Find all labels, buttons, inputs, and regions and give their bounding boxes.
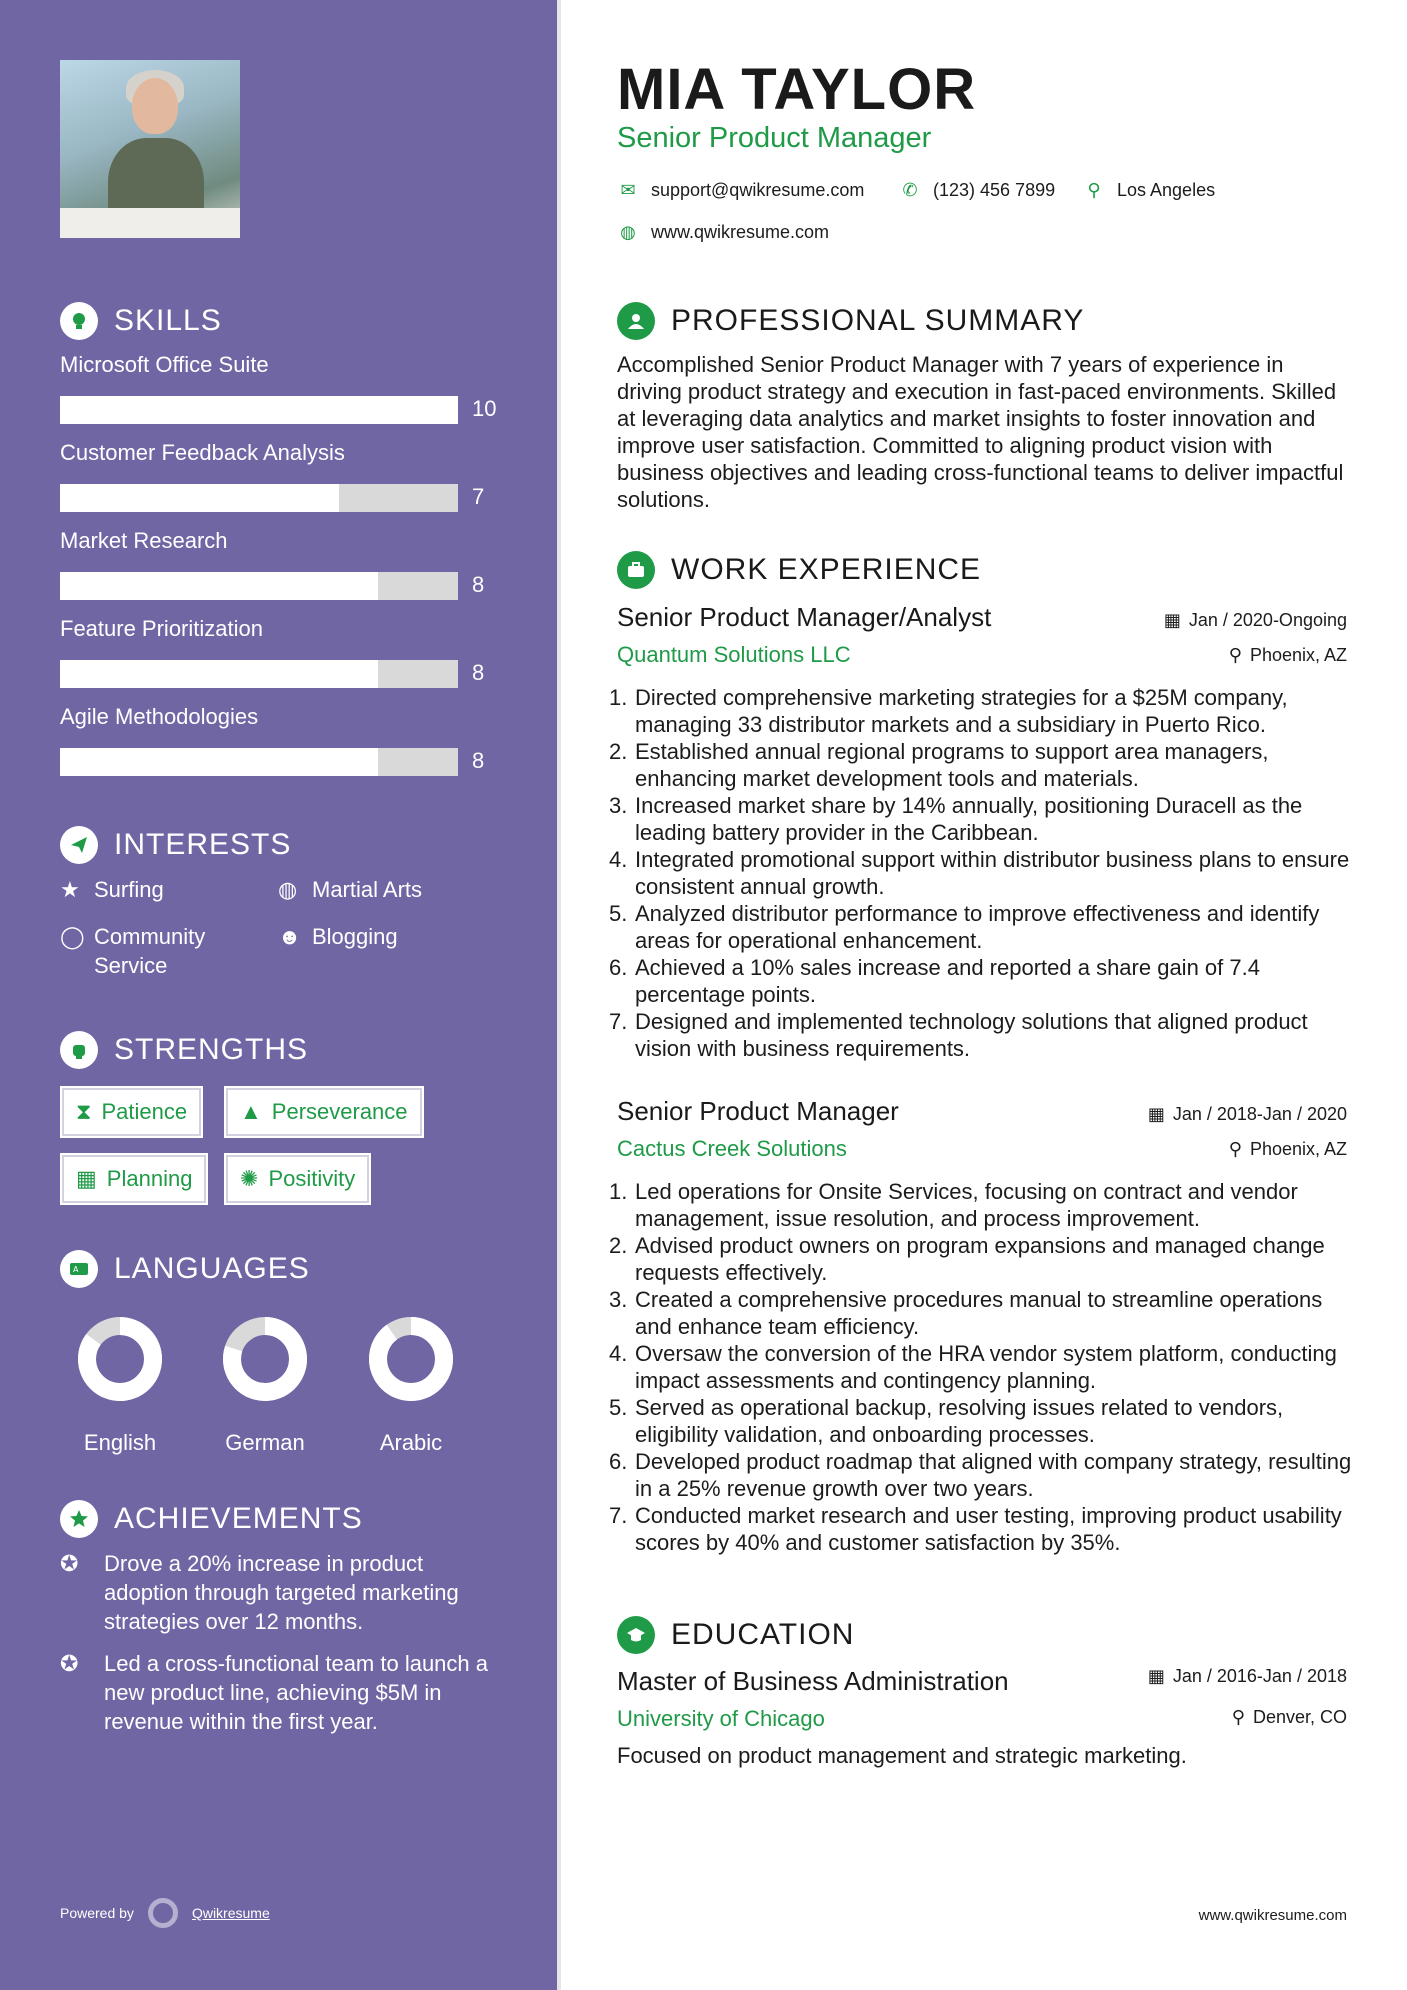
interests-heading: INTERESTS <box>60 826 291 864</box>
contact-phone[interactable]: ✆ (123) 456 7899 <box>899 180 1055 201</box>
skill-bar <box>60 748 458 776</box>
skill-level: 8 <box>472 748 485 773</box>
summary-heading: PROFESSIONAL SUMMARY <box>617 302 1084 340</box>
users-icon: ☻ <box>278 924 302 949</box>
trophy-icon: ✪ <box>60 1651 79 1676</box>
job-date: ▦ Jan / 2020-Ongoing <box>1163 610 1347 630</box>
skill-item <box>60 352 500 424</box>
sun-icon: ✺ <box>240 1166 259 1191</box>
svg-text:A: A <box>73 1265 80 1274</box>
strength-chip: ▲ Perseverance <box>224 1086 424 1138</box>
calendar-icon: ▦ <box>1163 610 1181 630</box>
road-icon: ▲ <box>240 1099 262 1124</box>
list-item: 6. Achieved a 10% sales increase and reported a share gain of 7.4 percentage points. <box>609 955 1260 1007</box>
envelope-icon: ✉ <box>620 180 636 200</box>
profile-photo <box>60 60 240 238</box>
strengths-heading: STRENGTHS <box>60 1031 308 1069</box>
list-item: 4. Integrated promotional support within distributor business plans to ensure consistent annual growth. <box>609 847 1350 899</box>
star-icon: ★ <box>60 877 80 902</box>
contact-location: ⚲ Los Angeles <box>1083 180 1215 201</box>
education-location: ⚲ Denver, CO <box>1231 1707 1347 1727</box>
skill-bar <box>60 484 458 512</box>
skill-item <box>60 440 500 512</box>
skill-level: 7 <box>472 484 485 509</box>
skill-bar <box>60 660 458 688</box>
list-item: 6. Developed product roadmap that aligned with company strategy, resulting in a 25% revenue growth over two years. <box>609 1449 1352 1501</box>
skill-level: 10 <box>472 396 497 421</box>
list-item: 2. Established annual regional programs to support area managers, enhancing market development tools and materials. <box>609 739 1269 791</box>
skill-level: 8 <box>472 660 485 685</box>
language-donut <box>77 1316 163 1402</box>
skill-name: Agile Methodologies <box>60 704 259 729</box>
badge-icon: ◯ <box>60 924 85 949</box>
skill-bar-fill <box>60 484 339 512</box>
map-pin-icon: ⚲ <box>1087 180 1101 200</box>
education-heading: EDUCATION <box>617 1616 854 1654</box>
list-item: 7. Designed and implemented technology solutions that aligned product vision with business requirements. <box>609 1009 1308 1061</box>
skill-bar-fill <box>60 660 378 688</box>
job-title: Senior Product Manager <box>617 1096 899 1126</box>
skill-name: Microsoft Office Suite <box>60 352 269 377</box>
list-item: 1. Directed comprehensive marketing strategies for a $25M company, managing 33 distributor markets and a subsidiary in Puerto Rico. <box>609 685 1288 737</box>
qwikresume-logo-icon <box>148 1898 178 1928</box>
skill-bar-fill <box>60 572 378 600</box>
job-bullets <box>609 684 1365 1062</box>
powered-by: Powered by Qwikresume <box>60 1898 270 1928</box>
trophy-icon: ✪ <box>60 1551 79 1576</box>
strength-chip: ▦ Planning <box>60 1153 208 1205</box>
job-date: ▦ Jan / 2018-Jan / 2020 <box>1147 1104 1347 1124</box>
lightbulb-icon <box>60 302 98 340</box>
language-donut <box>368 1316 454 1402</box>
language-name: English <box>83 1430 157 1455</box>
list-item: 7. Conducted market research and user testing, improving product usability scores by 40% and customer satisfaction by 35%. <box>609 1503 1342 1555</box>
main-content <box>561 0 1407 1990</box>
candidate-name: MIA TAYLOR <box>617 57 977 122</box>
candidate-title: Senior Product Manager <box>617 122 932 154</box>
graduation-cap-icon <box>617 1616 655 1654</box>
qwikresume-link[interactable]: Qwikresume <box>191 1905 270 1921</box>
job-title: Senior Product Manager/Analyst <box>617 602 992 632</box>
pin-icon: ⚲ <box>1231 1707 1245 1727</box>
interest-item: ★ Surfing <box>60 877 164 902</box>
strength-chip: ✺ Positivity <box>224 1153 371 1205</box>
skill-bar-fill <box>60 748 378 776</box>
skill-bar-fill <box>60 396 458 424</box>
language-item <box>70 1316 170 1456</box>
language-item <box>215 1316 315 1456</box>
star-badge-icon <box>60 1500 98 1538</box>
achievement-item: ✪ Drove a 20% increase in product adoption through targeted marketing strategies over 12 months. <box>60 1551 459 1634</box>
globe-icon: ◍ <box>278 877 298 902</box>
list-item: 4. Oversaw the conversion of the HRA vendor system platform, conducting impact assessments and contingency planning. <box>609 1341 1337 1393</box>
list-item: 3. Created a comprehensive procedures manual to streamline operations and enhance team efficiency. <box>609 1287 1323 1339</box>
education-school: University of Chicago <box>617 1706 825 1731</box>
translate-icon <box>60 1250 98 1288</box>
list-item: 3. Increased market share by 14% annually, positioning Duracell as the leading battery provider in the Caribbean. <box>609 793 1303 845</box>
interest-item: ◍ Martial Arts <box>278 877 423 902</box>
calendar-icon: ▦ <box>1147 1666 1165 1686</box>
job-company: Cactus Creek Solutions <box>617 1136 847 1161</box>
hourglass-icon: ⧗ <box>76 1099 92 1124</box>
skill-name: Customer Feedback Analysis <box>60 440 345 465</box>
strength-chip: ⧗ Patience <box>60 1086 203 1138</box>
skill-item <box>60 528 500 600</box>
briefcase-icon <box>617 551 655 589</box>
footer-website[interactable]: www.qwikresume.com <box>1198 1907 1347 1924</box>
language-name: Arabic <box>379 1430 443 1455</box>
job-location: ⚲ Phoenix, AZ <box>1228 645 1347 665</box>
interest-item: ☻ Blogging <box>278 924 398 949</box>
language-donut <box>222 1316 308 1402</box>
pin-icon: ⚲ <box>1228 1139 1242 1159</box>
job-bullets <box>609 1178 1365 1556</box>
calendar-icon: ▦ <box>76 1166 97 1191</box>
skill-bar <box>60 396 458 424</box>
skill-bar <box>60 572 458 600</box>
skill-name: Market Research <box>60 528 228 553</box>
list-item: 5. Analyzed distributor performance to improve effectiveness and identify areas for operational enhancement. <box>609 901 1320 953</box>
job-company: Quantum Solutions LLC <box>617 642 851 667</box>
skill-item <box>60 616 500 688</box>
contact-website[interactable]: ◍ www.qwikresume.com <box>617 222 829 243</box>
language-name: German <box>225 1430 305 1455</box>
skill-level: 8 <box>472 572 485 597</box>
job-location: ⚲ Phoenix, AZ <box>1228 1139 1347 1159</box>
skill-item <box>60 704 500 776</box>
interest-item: ◯ Community Service <box>60 924 206 978</box>
language-item <box>361 1316 461 1456</box>
sidebar <box>0 0 557 1990</box>
work-heading: WORK EXPERIENCE <box>617 551 981 589</box>
pin-icon: ⚲ <box>1228 645 1242 665</box>
globe-icon: ◍ <box>620 222 636 242</box>
calendar-icon: ▦ <box>1147 1104 1165 1124</box>
languages-heading: A LANGUAGES <box>60 1250 310 1288</box>
paper-plane-icon <box>60 826 98 864</box>
phone-icon: ✆ <box>902 180 918 200</box>
education-description: Focused on product management and strategic marketing. <box>617 1743 1187 1768</box>
achievement-item: ✪ Led a cross-functional team to launch a new product line, achieving $5M in revenue within the first year. <box>60 1651 489 1734</box>
language-donut-fill <box>378 1326 444 1392</box>
fist-icon <box>60 1031 98 1069</box>
achievements-heading: ACHIEVEMENTS <box>60 1500 363 1538</box>
list-item: 5. Served as operational backup, resolving issues related to vendors, eligibility validation, and onboarding processes. <box>609 1395 1284 1447</box>
education-degree: Master of Business Administration <box>617 1666 1009 1696</box>
contact-email[interactable]: ✉ support@qwikresume.com <box>617 180 864 201</box>
list-item: 2. Advised product owners on program expansions and managed change requests effectively. <box>609 1233 1325 1285</box>
user-icon <box>617 302 655 340</box>
list-item: 1. Led operations for Onsite Services, focusing on contract and vendor management, issue resolution, and process improvement. <box>609 1179 1298 1231</box>
skill-name: Feature Prioritization <box>60 616 263 641</box>
education-date: ▦ Jan / 2016-Jan / 2018 <box>1147 1666 1347 1686</box>
summary-text: Accomplished Senior Product Manager with 7 years of experience in driving product strategy and execution in fast-paced environments. Skilled at leveraging data analytics and market insights to foster innovation and improve user satisfaction. Committed to aligning product vision with business objectives and leading cross-functional teams to deliver impactful solutions. <box>617 352 1344 512</box>
skills-heading: SKILLS <box>60 302 222 340</box>
